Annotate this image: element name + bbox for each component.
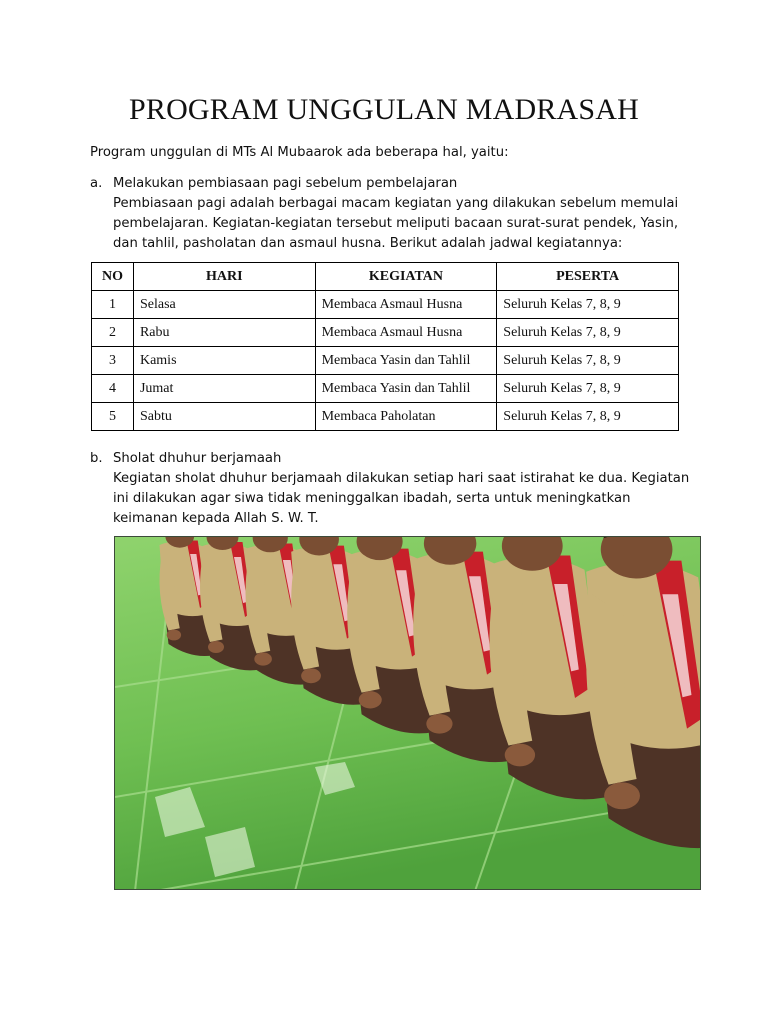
page-title: PROGRAM UNGGULAN MADRASAH — [128, 93, 640, 126]
table-row — [92, 291, 679, 319]
cell-kegiatan: Membaca Yasin dan Tahlil — [315, 347, 497, 375]
section-a-marker: a. — [90, 176, 103, 191]
table-row — [92, 319, 679, 347]
cell-hari: Rabu — [133, 319, 315, 347]
header-kegiatan: KEGIATAN — [315, 263, 497, 291]
header-no: NO — [92, 263, 134, 291]
section-b-heading: Sholat dhuhur berjamaah — [113, 451, 282, 466]
cell-peserta: Seluruh Kelas 7, 8, 9 — [497, 403, 679, 431]
cell-peserta: Seluruh Kelas 7, 8, 9 — [497, 319, 679, 347]
cell-kegiatan: Membaca Yasin dan Tahlil — [315, 375, 497, 403]
cell-no: 3 — [92, 347, 134, 375]
section-a — [90, 174, 680, 254]
prayer-photo-illustration — [115, 537, 701, 890]
section-a-line: pembelajaran. Kegiatan-kegiatan tersebut meliputi bacaan surat-surat pendek, Yasin, — [113, 216, 679, 231]
cell-no: 5 — [92, 403, 134, 431]
cell-kegiatan: Membaca Paholatan — [315, 403, 497, 431]
section-b-line: keimanan kepada Allah S. W. T. — [113, 511, 319, 526]
schedule-table — [91, 262, 679, 431]
section-a-line: dan tahlil, pasholatan dan asmaul husna. Berikut adalah jadwal kegiatannya: — [113, 236, 623, 251]
cell-no: 4 — [92, 375, 134, 403]
table-header-row — [92, 263, 679, 291]
cell-kegiatan: Membaca Asmaul Husna — [315, 319, 497, 347]
section-b-marker: b. — [90, 451, 103, 466]
section-b-line: Kegiatan sholat dhuhur berjamaah dilakukan setiap hari saat istirahat ke dua. Kegiatan — [113, 471, 690, 486]
header-hari: HARI — [133, 263, 315, 291]
cell-no: 2 — [92, 319, 134, 347]
cell-hari: Sabtu — [133, 403, 315, 431]
cell-no: 1 — [92, 291, 134, 319]
header-peserta: PESERTA — [497, 263, 679, 291]
intro-paragraph: Program unggulan di MTs Al Mubaarok ada beberapa hal, yaitu: — [90, 145, 509, 160]
section-b-line: ini dilakukan agar siwa tidak meninggalkan ibadah, serta untuk meningkatkan — [113, 491, 631, 506]
cell-hari: Selasa — [133, 291, 315, 319]
cell-hari: Jumat — [133, 375, 315, 403]
cell-peserta: Seluruh Kelas 7, 8, 9 — [497, 347, 679, 375]
section-a-heading: Melakukan pembiasaan pagi sebelum pembelajaran — [113, 176, 458, 191]
table-row — [92, 347, 679, 375]
section-b — [90, 449, 690, 529]
table-row — [92, 375, 679, 403]
cell-kegiatan: Membaca Asmaul Husna — [315, 291, 497, 319]
prayer-photo — [114, 536, 701, 890]
section-a-line: Pembiasaan pagi adalah berbagai macam kegiatan yang dilakukan sebelum memulai — [113, 196, 679, 211]
table-row — [92, 403, 679, 431]
cell-peserta: Seluruh Kelas 7, 8, 9 — [497, 291, 679, 319]
cell-hari: Kamis — [133, 347, 315, 375]
cell-peserta: Seluruh Kelas 7, 8, 9 — [497, 375, 679, 403]
